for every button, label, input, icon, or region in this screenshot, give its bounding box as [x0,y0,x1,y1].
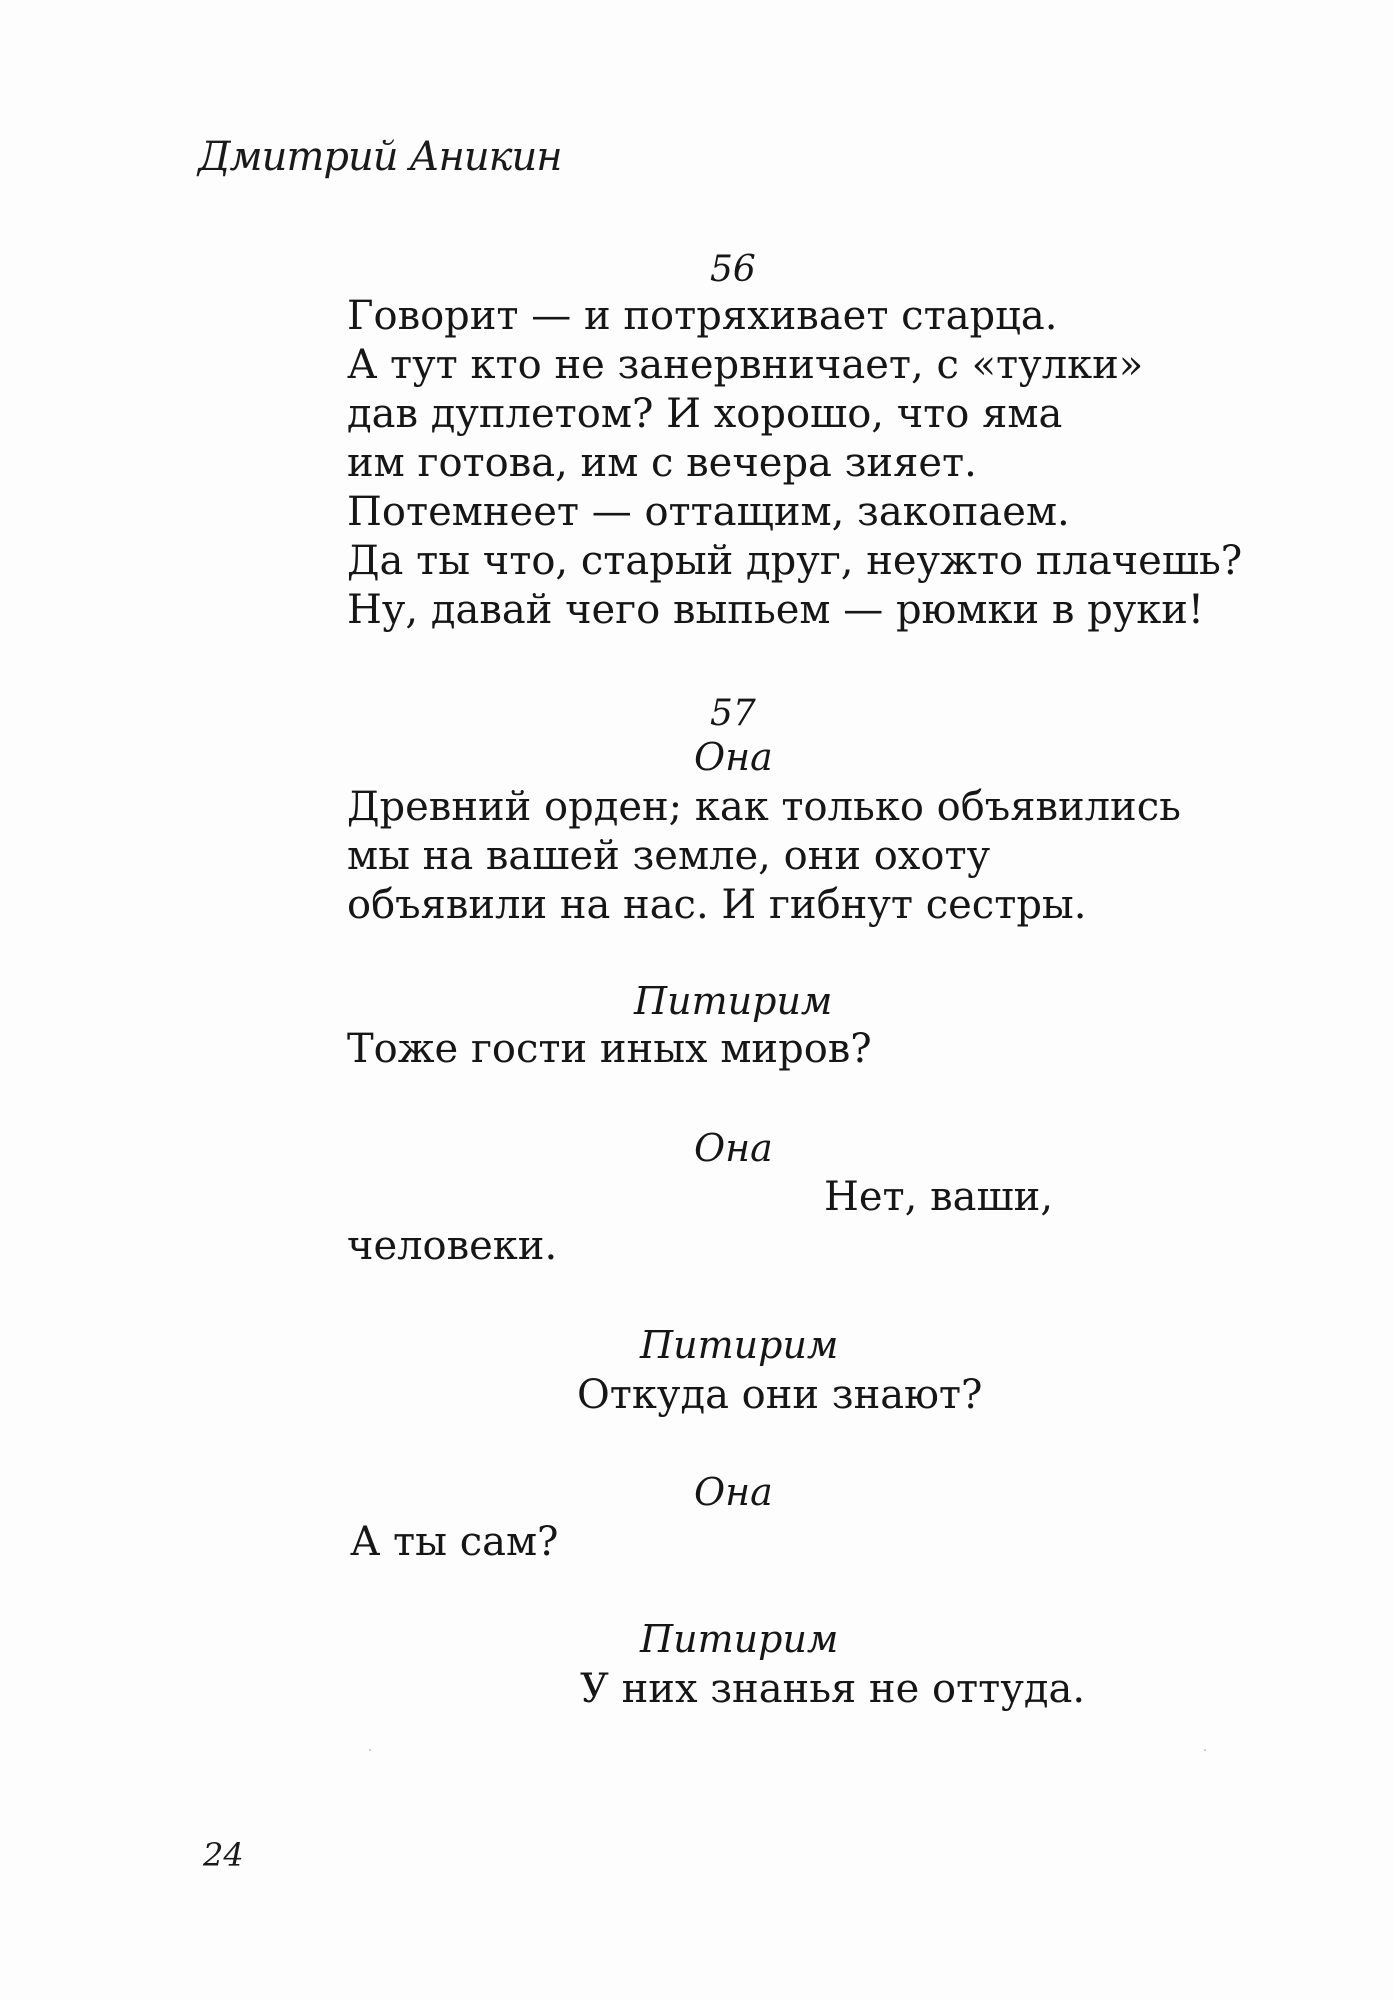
running-header-author: Дмитрий Аникин [198,134,562,180]
speaker-name: Питирим [640,1617,839,1661]
verse-line: А тут кто не занервничает, с «тулки» [347,342,1144,388]
section-number: 56 [710,249,756,290]
verse-line: Говорит — и потряхивает старца. [347,293,1058,339]
page-number: 24 [203,1836,244,1874]
verse-line: Да ты что, старый друг, неужто плачешь? [347,538,1243,584]
speaker-name: Питирим [634,979,833,1023]
verse-line: мы на вашей земле, они охоту [347,833,991,879]
verse-line: Откуда они знают? [577,1372,983,1418]
scan-speck [369,1749,371,1751]
verse-line: А ты сам? [350,1519,559,1565]
speaker-name: Она [694,1126,773,1170]
speaker-name: Она [694,1470,773,1514]
verse-line: Нет, ваши, [824,1174,1054,1220]
verse-line: объявили на нас. И гибнут сестры. [347,882,1087,928]
verse-line: им готова, им с вечера зияет. [347,440,977,486]
speaker-name: Питирим [640,1323,839,1367]
section-number: 57 [710,693,756,734]
verse-line: Древний орден; как только объявились [347,784,1181,830]
speaker-name: Она [694,735,773,779]
scan-speck [1204,1749,1206,1751]
verse-line: У них знанья не оттуда. [580,1666,1086,1712]
verse-line: Тоже гости иных миров? [347,1026,872,1072]
verse-line: Ну, давай чего выпьем — рюмки в руки! [347,587,1204,633]
verse-line: дав дуплетом? И хорошо, что яма [347,391,1063,437]
verse-line: Потемнеет — оттащим, закопаем. [347,489,1070,535]
verse-line: человеки. [347,1223,558,1269]
